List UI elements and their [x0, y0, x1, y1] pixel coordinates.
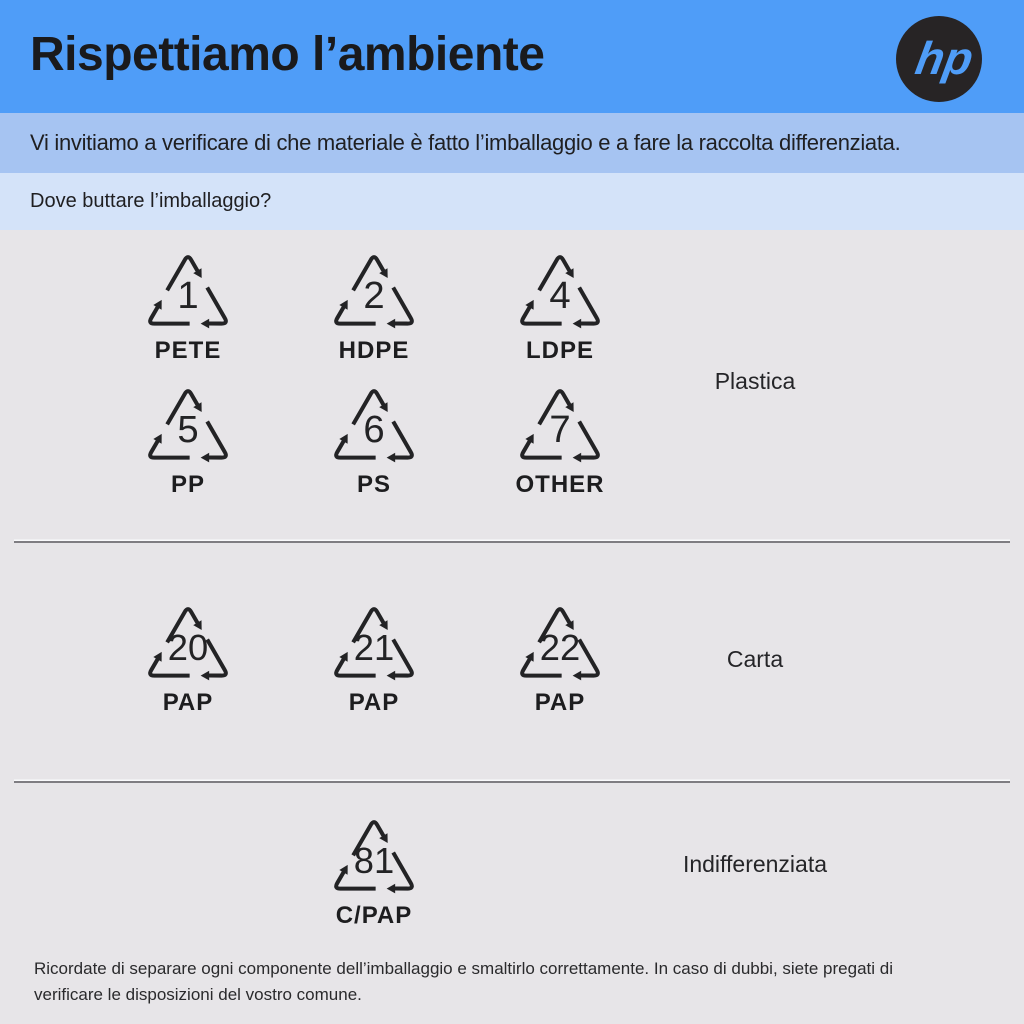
recycling-triangle-icon	[140, 246, 236, 334]
svg-text:81: 81	[353, 840, 395, 882]
symbol-grid	[118, 246, 630, 499]
svg-text:5: 5	[177, 408, 199, 452]
recycling-triangle-icon	[326, 598, 422, 686]
material-label: PAP	[162, 689, 214, 716]
material-label: PS	[356, 471, 391, 498]
question-text: Dove buttare l’imballaggio?	[30, 190, 272, 212]
recycling-symbol-21	[304, 598, 444, 717]
svg-text:22: 22	[539, 627, 581, 669]
recycling-table	[0, 230, 1024, 1024]
svg-text:2: 2	[363, 274, 385, 318]
recycling-symbol-5	[118, 380, 258, 499]
recycling-triangle-icon	[512, 246, 608, 334]
category-label-plastica: Plastica	[714, 368, 796, 394]
footer-note: Ricordate di separare ogni componente dell’imballaggio e smaltirlo correttamente. In caso di dubbi, siete pregati di verificare le disposizioni del vostro comune.	[34, 959, 893, 1004]
material-label: PETE	[154, 337, 222, 364]
svg-text:20: 20	[167, 627, 209, 669]
recycling-symbol-4	[490, 246, 630, 365]
banner-text: Vi invitiamo a verificare di che materiale è fatto l’imballaggio e a fare la raccolta differenziata.	[30, 130, 901, 155]
recycling-triangle-icon	[326, 811, 422, 899]
recycling-triangle-icon	[512, 598, 608, 686]
symbol-grid	[118, 598, 630, 717]
material-label: PAP	[534, 689, 586, 716]
page-title: Rispettiamo l’ambiente	[30, 28, 545, 81]
recycling-triangle-icon	[326, 246, 422, 334]
header	[0, 0, 1024, 113]
hp-logo-icon	[896, 16, 982, 102]
svg-text:1: 1	[177, 274, 199, 318]
recycling-symbol-81	[304, 811, 444, 930]
recycling-symbol-6	[304, 380, 444, 499]
recycling-symbol-2	[304, 246, 444, 365]
svg-text:6: 6	[363, 408, 385, 452]
recycling-triangle-icon	[140, 598, 236, 686]
section-plastica	[0, 230, 1024, 499]
material-label: HDPE	[338, 337, 410, 364]
recycling-symbol-1	[118, 246, 258, 365]
recycling-triangle-icon	[512, 380, 608, 468]
banner-strip	[0, 113, 1024, 173]
material-label: PAP	[348, 689, 400, 716]
material-label: C/PAP	[335, 902, 413, 929]
recycling-symbol-20	[118, 598, 258, 717]
material-label: PP	[170, 471, 205, 498]
question-strip	[0, 173, 1024, 230]
category-label-indifferenziata: Indifferenziata	[682, 851, 828, 877]
svg-text:7: 7	[549, 408, 571, 452]
recycling-triangle-icon	[140, 380, 236, 468]
recycling-symbol-22	[490, 598, 630, 717]
svg-text:4: 4	[549, 274, 571, 318]
material-label: OTHER	[515, 471, 605, 498]
recycling-symbol-7	[490, 380, 630, 499]
section-carta	[0, 543, 1024, 717]
material-label: LDPE	[525, 337, 594, 364]
recycling-triangle-icon	[326, 380, 422, 468]
svg-text:21: 21	[353, 627, 395, 669]
category-label-carta: Carta	[726, 646, 784, 672]
svg-text:hp: hp	[911, 32, 978, 84]
section-indifferenziata	[0, 783, 1024, 930]
